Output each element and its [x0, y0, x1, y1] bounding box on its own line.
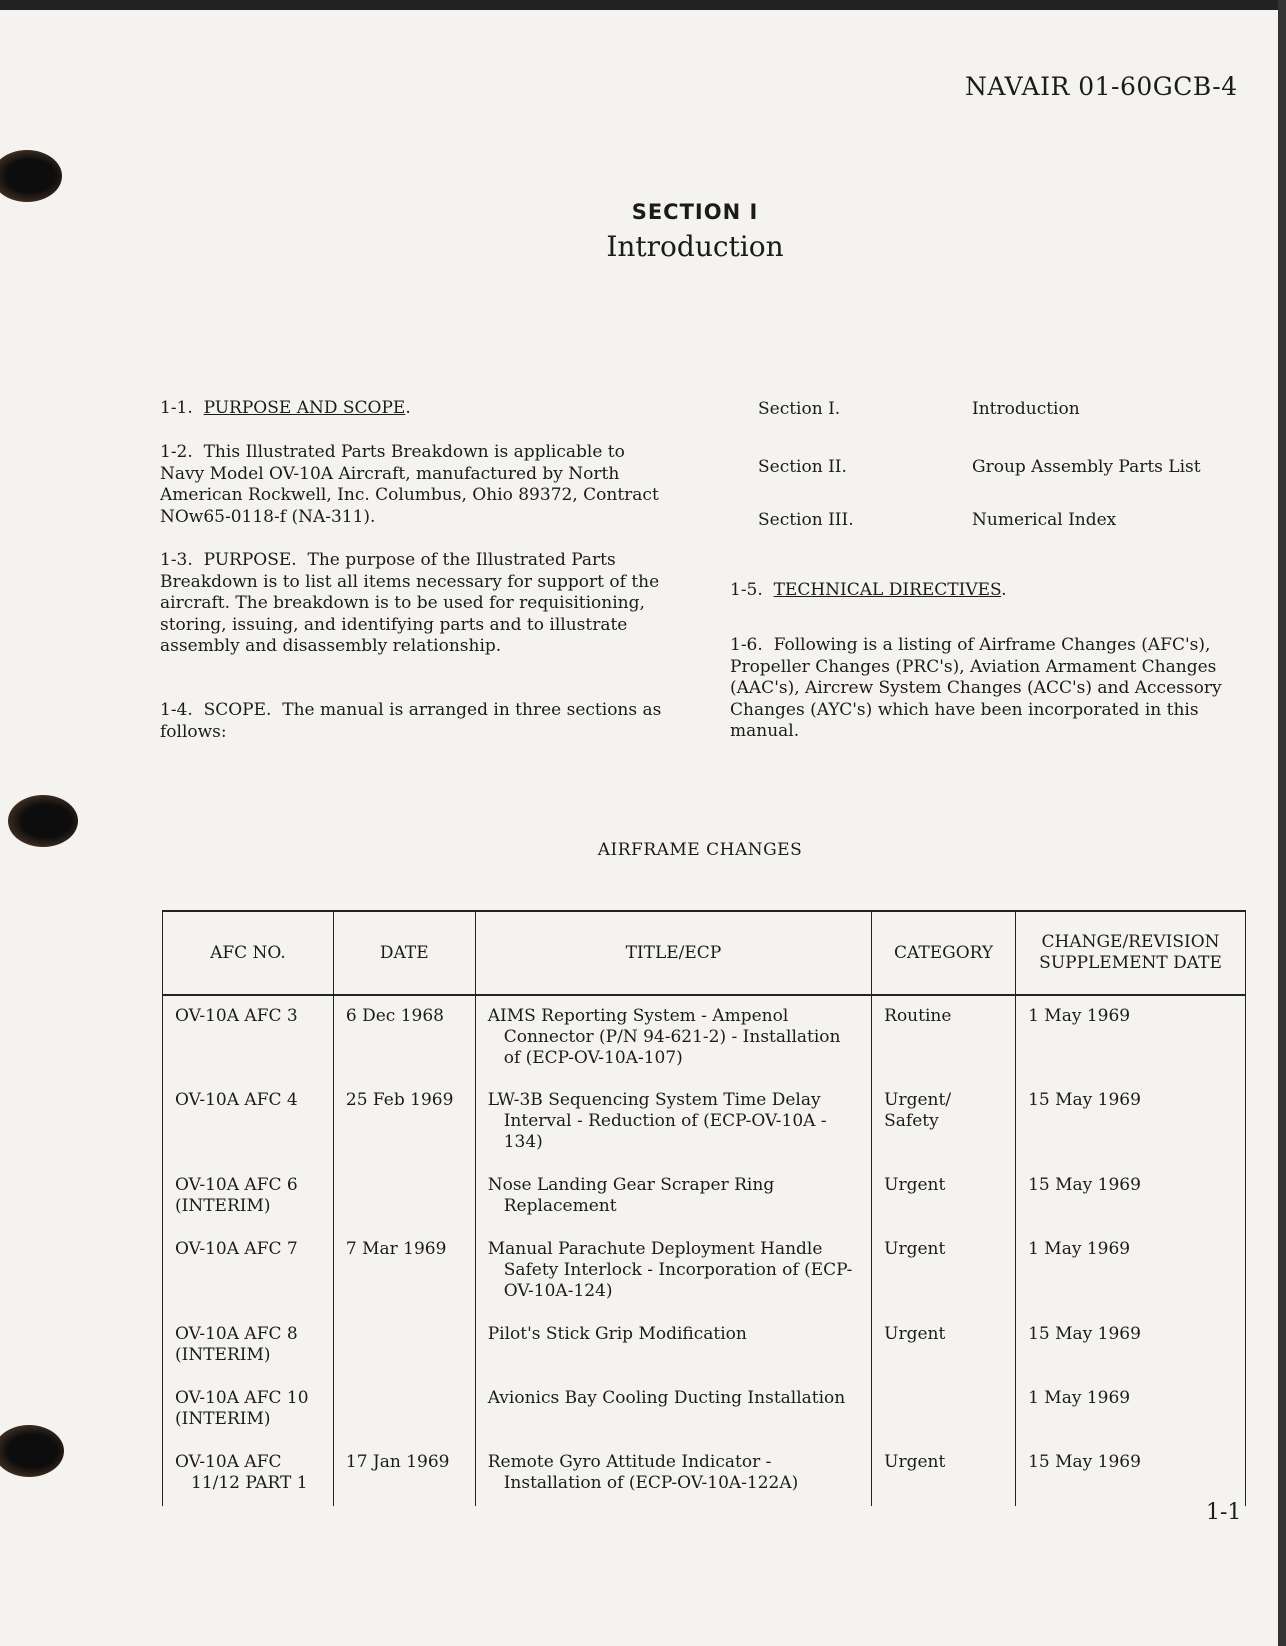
cell-supplement-date: 1 May 1969 — [1016, 995, 1246, 1080]
page-number: 1-1 — [1206, 1500, 1242, 1525]
cell-date — [333, 1165, 475, 1229]
table-row — [163, 1165, 1246, 1229]
airframe-changes-table — [162, 910, 1246, 1506]
section-list-name-2: Group Assembly Parts List — [972, 457, 1201, 477]
document-number: NAVAIR 01-60GCB-4 — [965, 72, 1238, 101]
cell-title: Manual Parachute Deployment Handle Safety Interlock - Incorporation of (ECP-OV-10A-124) — [475, 1229, 871, 1314]
cell-afc-no: OV-10A AFC 7 — [163, 1229, 334, 1314]
section-list-name-3: Numerical Index — [972, 510, 1117, 530]
cell-date: 6 Dec 1968 — [333, 995, 475, 1080]
cell-afc-no: OV-10A AFC 8 (INTERIM) — [163, 1314, 334, 1378]
table-title: AIRFRAME CHANGES — [597, 840, 803, 860]
cell-category — [872, 1378, 1016, 1442]
table-row — [163, 1442, 1246, 1506]
cell-supplement-date: 1 May 1969 — [1016, 1229, 1246, 1314]
cell-supplement-date: 15 May 1969 — [1016, 1314, 1246, 1378]
cell-supplement-date: 15 May 1969 — [1016, 1442, 1246, 1506]
cell-supplement-date: 15 May 1969 — [1016, 1165, 1246, 1229]
cell-title: Nose Landing Gear Scraper Ring Replacement — [475, 1165, 871, 1229]
table-row — [163, 1229, 1246, 1314]
header-change-revision: CHANGE/REVISION SUPPLEMENT DATE — [1016, 911, 1246, 995]
section-list-label-3: Section III. — [758, 510, 854, 530]
header-afc-no: AFC NO. — [163, 911, 334, 995]
paragraph-1-2: 1-2. This Illustrated Parts Breakdown is applicable to Navy Model OV-10A Aircraft, manufactured by North American Rockwell, Inc. Columbus, Ohio 89372, Contract NOw65-0118-f (NA-311). — [160, 442, 659, 527]
table-row — [163, 1080, 1246, 1165]
cell-category: Urgent — [872, 1229, 1016, 1314]
paragraph-1-3: 1-3. PURPOSE. The purpose of the Illustrated Parts Breakdown is to list all items necessary for support of the aircraft. The breakdown is to be used for requisitioning, storing, issuing, and identifying parts and to illustrate assembly and disassembly relationship. — [160, 550, 660, 656]
section-label: SECTION I — [631, 200, 759, 224]
cell-category: Urgent/ Safety — [872, 1080, 1016, 1165]
heading-purpose-scope-text: PURPOSE AND SCOPE — [203, 398, 406, 418]
header-title-ecp: TITLE/ECP — [475, 911, 871, 995]
header-category: CATEGORY — [872, 911, 1016, 995]
cell-date — [333, 1314, 475, 1378]
cell-supplement-date: 15 May 1969 — [1016, 1080, 1246, 1165]
cell-afc-no: OV-10A AFC 11/12 PART 1 — [163, 1442, 334, 1506]
section-list-label-2: Section II. — [758, 457, 847, 477]
binder-hole-bottom — [0, 1425, 64, 1477]
cell-afc-no: OV-10A AFC 4 — [163, 1080, 334, 1165]
table-row — [163, 1378, 1246, 1442]
cell-date — [333, 1378, 475, 1442]
section-title: Introduction — [606, 230, 784, 263]
cell-date: 25 Feb 1969 — [333, 1080, 475, 1165]
cell-category: Urgent — [872, 1442, 1016, 1506]
cell-title: Remote Gyro Attitude Indicator - Installation of (ECP-OV-10A-122A) — [475, 1442, 871, 1506]
table-row — [163, 995, 1246, 1080]
heading-technical-directives-text: TECHNICAL DIRECTIVES — [773, 580, 1002, 600]
cell-afc-no: OV-10A AFC 10 (INTERIM) — [163, 1378, 334, 1442]
cell-title: LW-3B Sequencing System Time Delay Interval - Reduction of (ECP-OV-10A - 134) — [475, 1080, 871, 1165]
scan-top-edge — [0, 0, 1286, 10]
cell-supplement-date: 1 May 1969 — [1016, 1378, 1246, 1442]
table-header-row — [163, 911, 1246, 995]
cell-category: Urgent — [872, 1314, 1016, 1378]
paragraph-1-6: 1-6. Following is a listing of Airframe Changes (AFC's), Propeller Changes (PRC's), Aviation Armament Changes (AAC's), Aircrew System Changes (ACC's) and Accessory Changes (AYC's) which have been incorporated in this manual. — [730, 635, 1222, 741]
cell-date: 7 Mar 1969 — [333, 1229, 475, 1314]
cell-title: Avionics Bay Cooling Ducting Installation — [475, 1378, 871, 1442]
cell-afc-no: OV-10A AFC 3 — [163, 995, 334, 1080]
header-date: DATE — [333, 911, 475, 995]
cell-date: 17 Jan 1969 — [333, 1442, 475, 1506]
heading-purpose-scope: 1-1. PURPOSE AND SCOPE. — [160, 398, 411, 418]
table-row — [163, 1314, 1246, 1378]
section-list-label-1: Section I. — [758, 399, 841, 419]
binder-hole-top — [0, 150, 62, 202]
cell-title: Pilot's Stick Grip Modification — [475, 1314, 871, 1378]
cell-afc-no: OV-10A AFC 6 (INTERIM) — [163, 1165, 334, 1229]
section-list-name-1: Introduction — [972, 399, 1080, 419]
paragraph-1-4: 1-4. SCOPE. The manual is arranged in three sections as follows: — [160, 700, 662, 742]
cell-category: Routine — [872, 995, 1016, 1080]
cell-category: Urgent — [872, 1165, 1016, 1229]
cell-title: AIMS Reporting System - Ampenol Connector (P/N 94-621-2) - Installation of (ECP-OV-10A-107) — [475, 995, 871, 1080]
heading-technical-directives: 1-5. TECHNICAL DIRECTIVES. — [730, 580, 1007, 600]
